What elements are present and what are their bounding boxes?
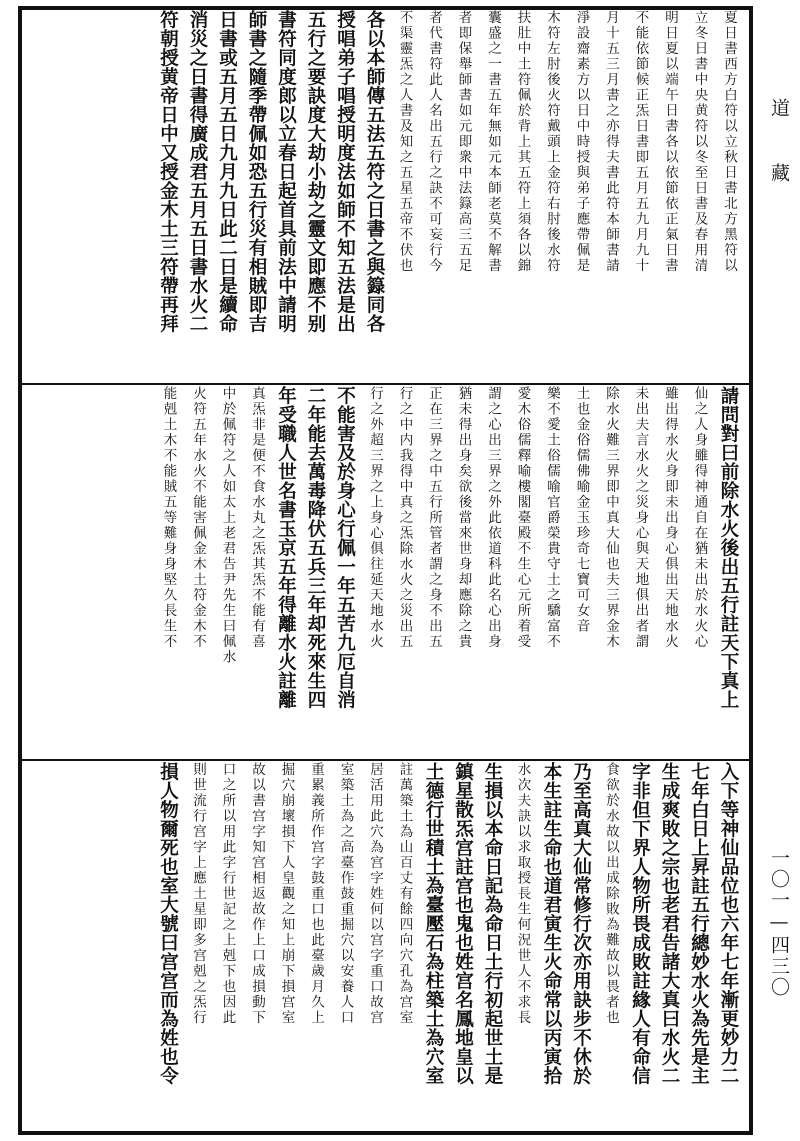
text-column: 立冬日書中央黄符以冬至日書及春用清: [691, 10, 708, 274]
text-column: 樂不愛土俗儒喻官爵榮貴守土之驕富不: [544, 386, 560, 650]
text-column: 入下等神仙品位也六年七年漸更妙力二: [718, 762, 739, 1085]
text-column: 者代書符此人名出五行之訣不可妄行今: [426, 10, 442, 274]
text-column: 淨設齋素方以日中時授與弟子應帶佩是: [573, 10, 590, 274]
collection-char-2: 藏: [768, 163, 790, 182]
text-column: 則世流行宫字上應土星即多宫剋之炁行: [190, 762, 206, 1026]
text-column: 除水火難三界即中真大仙也夫三界金木: [603, 386, 619, 650]
text-column: 不渠靈炁之人書及知之五星五帝不伏也: [396, 10, 413, 274]
text-column: 日書或五月五日九月九日此二日是續命: [216, 10, 238, 333]
top-panel: [22, 10, 749, 382]
text-column: 明日夏以端午日書各以依節依正氣日書: [662, 10, 678, 274]
text-column: 火符五年水火不能害佩金木土符金木不: [190, 386, 206, 650]
text-columns: [153, 762, 743, 1131]
text-column: 夏日書西方白符以立秋日書北方黑符以: [721, 10, 737, 274]
text-column: 居活用此穴為宫字姓何以宫字重口故宫: [367, 762, 383, 1026]
text-column: 未出夫言水火之災身心與天地俱出者謂: [632, 386, 649, 650]
text-column: 損人物爾死也室大號曰宫宫而為姓也令: [157, 762, 179, 1085]
text-column: 二年能去萬毒降伏五兵三年却死來生四: [305, 386, 326, 709]
text-column: 故以書宫字知宫相返故作上口成損動下: [249, 762, 265, 1026]
text-column: 字非但下界人物所畏成敗註緣人有命信: [629, 762, 651, 1085]
text-column: 重累義所作宫字鼓重口也此臺歲月久上: [308, 762, 324, 1026]
text-column: 不能依節候正炁日書即五月五九月九十: [632, 10, 649, 274]
text-column: 真炁非是便不食水丸之炁其炁不能有喜: [249, 386, 265, 650]
text-column: 行之中内我得中真之炁除水火之災出五: [396, 386, 413, 650]
text-column: 正在三界之中五行所管者謂之身不出五: [426, 386, 442, 650]
text-column: 授唱弟子唱授明度法如師不知五法是出: [334, 10, 356, 333]
panel-divider: [22, 759, 749, 761]
text-column: 口之所以用此字行世記之上剋下也因此: [219, 762, 236, 1026]
text-column: 生成爽敗之宗也老君告諸大真曰水火二: [659, 762, 680, 1085]
text-column: 囊盛之一書五年無如元本師老莫不解書: [485, 10, 501, 274]
text-column: 猶未得出身矣欲後當來世身却應除之貴: [455, 386, 472, 650]
text-column: 鎮星散炁宫註宫也鬼也姓宫名鳳地皇以: [452, 762, 474, 1085]
text-column: 室築土為之高臺作鼓重掘穴以安養人口: [337, 762, 354, 1026]
text-column: 生損以本命日記為命日土行初起世土是: [482, 762, 503, 1085]
text-column: 土也金俗儒佛喻金玉珍奇七寶可女音: [573, 386, 590, 634]
text-column: 愛木俗儒釋喻樓閣臺殿不生心元所着受: [514, 386, 531, 650]
text-column: 消災之日書得廣成君五月五日書水火二: [187, 10, 208, 333]
bottom-panel: [22, 762, 749, 1131]
text-column: 者即保舉師書如元即衆中法籙高三五足: [455, 10, 472, 274]
text-column: 行之外超三界之上身心俱往延天地水火: [367, 386, 383, 650]
text-column: 七年白日上昇註五行總妙水火為先是主: [688, 762, 710, 1085]
text-column: 中於佩符之人如太上老君告尹先生曰佩水: [219, 386, 236, 665]
text-columns: [153, 10, 743, 382]
text-column: 符朝授黄帝日中又授金木土三符帶再拜: [157, 10, 179, 333]
text-column: 書符同度郎以立春日起首具前法中請明: [275, 10, 297, 333]
text-column: 謂之心出三界之外此依道科此名心出身: [485, 386, 501, 650]
text-column: 註萬築土為山百丈有餘四向穴孔為宫室: [396, 762, 413, 1026]
text-columns: [153, 386, 743, 758]
collection-char-1: 道: [768, 98, 790, 117]
text-column: 水次夫訣以求取授長生何況世人不求長: [514, 762, 531, 1026]
text-column: 木符左肘後火符戴頭上金符右肘後水符: [544, 10, 560, 274]
text-column: 本生註生命也道君寅生火命常以丙寅拾: [541, 762, 562, 1085]
text-column: 各以本師傳五法五符之日書之與籙同各: [364, 10, 385, 333]
middle-panel: [22, 386, 749, 758]
text-column: 乃至高真大仙常修行次亦用訣步不休於: [570, 762, 592, 1085]
text-column: 請問對曰前除水火後出五行註天下真上: [718, 386, 739, 709]
text-column: 不能害及於身心行佩一年五苦九厄自消: [334, 386, 356, 709]
text-column: 扶肚中土符佩於背上其五符上須各以錦: [514, 10, 531, 274]
text-column: 年受職人世名書玉京五年得離水火註離: [275, 386, 297, 709]
text-column: 月十五三月書之亦得夫書此符本師書請: [603, 10, 619, 274]
text-column: 雖出得水火身即未出身心俱出天地水火: [662, 386, 678, 650]
text-column: 能剋土木不能賊五等難身身堅久長生不: [160, 386, 177, 650]
text-column: 土德行世積土為臺壓石為柱築土為穴室: [423, 762, 444, 1085]
text-column: 五行之要訣度大劫小劫之靈文即應不别: [305, 10, 326, 333]
text-column: 師書之隨季帶佩如恐五行災有相賊即吉: [246, 10, 267, 333]
text-column: 掘穴崩壞損下人皇觀之知上崩下損宫室: [278, 762, 295, 1026]
panel-divider: [22, 383, 749, 385]
text-column: 仙之人身雖得神通自在猶未出於水火心: [691, 386, 708, 650]
text-column: 食欲於水故以出成除敗為難故以畏者也: [603, 762, 619, 1026]
leaf-number: 一〇一—四三〇: [768, 848, 790, 998]
page-frame: [18, 6, 753, 1135]
